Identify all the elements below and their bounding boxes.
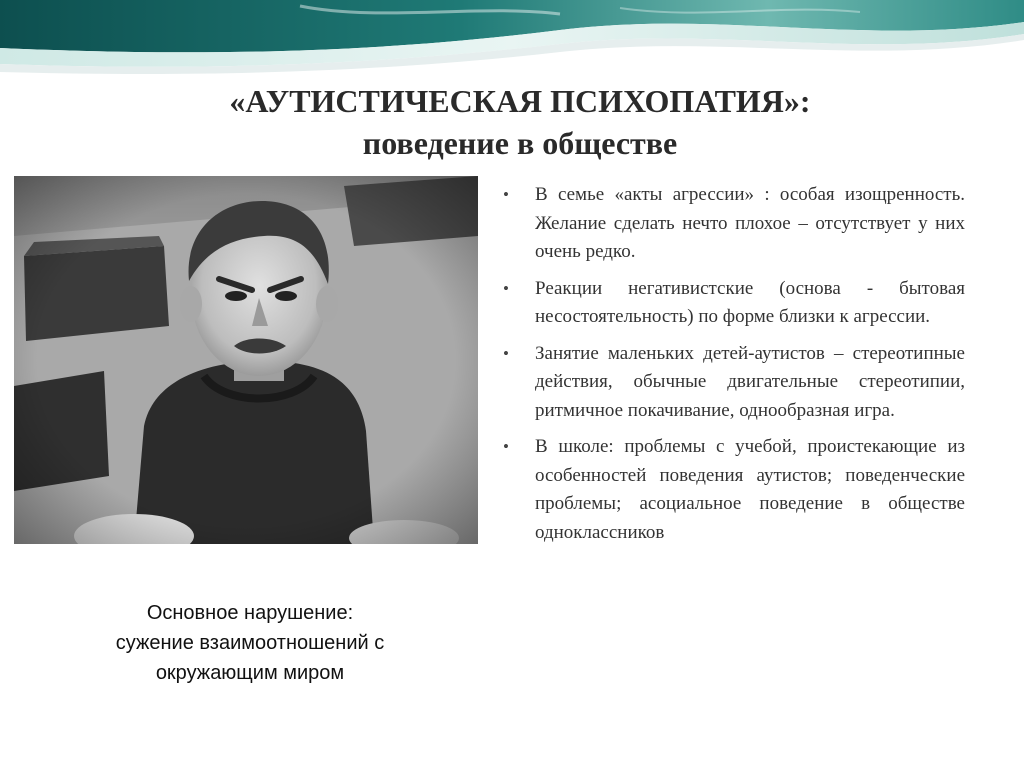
bullet-item bbox=[503, 433, 965, 547]
photo-caption bbox=[40, 598, 460, 688]
slide-title-line2: поведение в обществе bbox=[362, 125, 678, 161]
caption-line1: Основное нарушение: bbox=[146, 602, 354, 624]
bullet-icon: • bbox=[503, 437, 509, 456]
header-wave-decoration bbox=[0, 0, 1024, 78]
bullet-item bbox=[503, 340, 965, 426]
slide-title-line1: «АУТИСТИЧЕСКАЯ ПСИХОПАТИЯ»: bbox=[229, 83, 811, 119]
bullet-text: Занятие маленьких детей-аутистов – стереотипные действия, обычные двигательные стереотипии, ритмичное покачивание, однообразная игра. bbox=[535, 342, 965, 421]
caption-line3: окружающим миром bbox=[155, 662, 345, 684]
bullet-icon: • bbox=[503, 185, 509, 204]
bullet-icon: • bbox=[503, 278, 509, 298]
child-photo bbox=[14, 176, 478, 544]
bullet-item bbox=[503, 181, 965, 267]
bullet-icon: • bbox=[503, 343, 509, 363]
slide-title bbox=[90, 80, 950, 164]
caption-line2: сужение взаимоотношений с bbox=[115, 632, 385, 654]
bullet-list bbox=[503, 181, 965, 555]
bullet-text: В школе: проблемы с учебой, проистекающие из особенностей поведения аутистов; поведенческие проблемы; асоциальное поведение в обществе одноклассников bbox=[535, 436, 965, 543]
bullet-text: Реакции негативистские (основа - бытовая несостоятельность) по форме близки к агрессии. bbox=[535, 277, 965, 327]
bullet-text: В семье «акты агрессии» : особая изощренность. Желание сделать нечто плохое – отсутствует у них очень редко. bbox=[535, 184, 965, 262]
bullet-item bbox=[503, 275, 965, 332]
